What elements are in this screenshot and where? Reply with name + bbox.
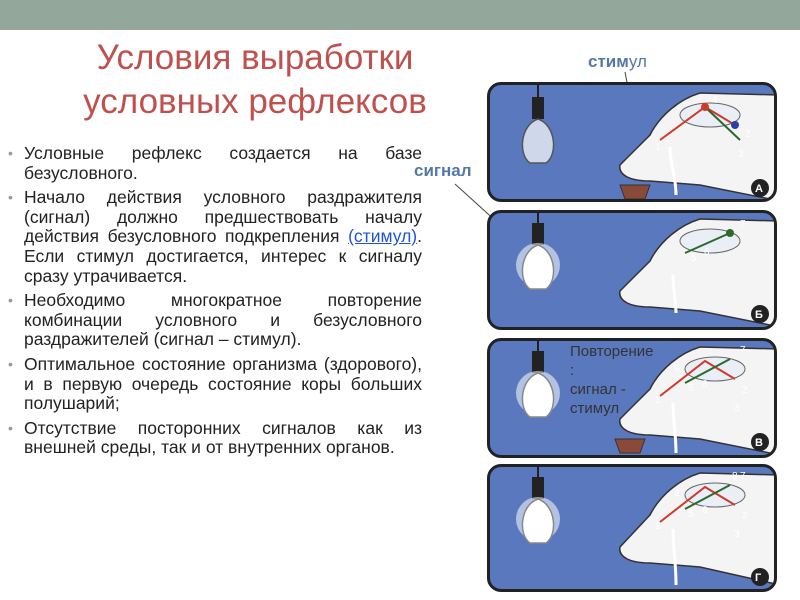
bullet-dot-icon: • [8, 145, 13, 161]
panel-d-illustration [490, 467, 777, 592]
panel-letter: Б [755, 309, 763, 321]
panel-letter: Г [755, 572, 762, 584]
num-label: 2 [745, 129, 751, 140]
num-label: 4 [674, 489, 680, 500]
repeat-line: Повторение [570, 343, 654, 360]
bullet-item [8, 188, 422, 286]
food-bowl-icon [615, 439, 645, 453]
bullet-text-after-link: . Если стимул достигается, интерес к сигналу сразу утрачивается. [24, 226, 422, 286]
panel-letter: А [755, 183, 763, 195]
stimulus-link[interactable]: (стимул) [348, 226, 418, 247]
bullet-item [8, 355, 422, 414]
num-label: 3 [738, 149, 744, 160]
food-bowl-icon [620, 185, 650, 199]
repetition-note [570, 342, 654, 418]
bullet-text: Отсутствие посторонних сигналов как из внешней среды, так и от внутренних органов. [24, 417, 422, 458]
top-bar [0, 0, 800, 30]
panel-b-illustration [490, 213, 777, 330]
num-label: 1 [655, 521, 661, 532]
num-label: 6 [702, 379, 708, 390]
diagram-panel-b [487, 210, 777, 330]
title-line-1: Условия выработки [96, 38, 414, 77]
slide-title [40, 36, 470, 124]
bullet-list [8, 144, 422, 463]
num-label: 4 [712, 95, 718, 106]
num-label: 6 [702, 505, 708, 516]
lamp-socket-icon [532, 351, 544, 373]
lamp-socket-icon [532, 477, 544, 499]
num-label: 7 [740, 471, 746, 482]
bullet-text: Необходимо многократное повторение комбинации условного и безусловного раздражителей (сигнал – стимул). [24, 290, 422, 350]
bullet-text-before-link: Начало действия условного раздражителя (сигнал) должно предшествовать началу действия безусловного подкрепления [24, 187, 422, 247]
stimulus-label-bold: стим [588, 52, 629, 71]
num-label: 5 [688, 509, 694, 520]
num-label: 2 [742, 385, 748, 396]
bullet-dot-icon: • [8, 292, 13, 309]
repeat-line: стимул [570, 400, 620, 417]
title-line-2: условных рефлексов [83, 82, 427, 121]
bullet-item [8, 291, 422, 350]
num-label: 1 [655, 395, 661, 406]
bullet-item [8, 144, 422, 183]
diagram-panel-a [487, 82, 777, 202]
num-label: 5 [691, 253, 697, 264]
num-label: 4 [674, 363, 680, 374]
num-label: 7 [740, 219, 746, 230]
bullet-dot-icon: • [8, 419, 13, 436]
num-label: 2 [742, 511, 748, 522]
bullet-text: Оптимальное состояние организма (здорового), и в первую очередь состояние коры больших полушарий; [24, 353, 422, 414]
bullet-dot-icon: • [8, 355, 13, 372]
panel-a-illustration [490, 85, 777, 202]
bullet-text: Условные рефлекс создается на базе безусловного. [24, 143, 422, 183]
num-label: 3 [734, 529, 740, 540]
light-bulb-icon [522, 119, 553, 163]
stimulus-label [588, 52, 647, 72]
num-label: 7 [740, 345, 746, 356]
num-label: 5 [688, 383, 694, 394]
lamp-socket-icon [532, 97, 544, 119]
diagram-panel-d [487, 464, 777, 592]
num-label: 8 [732, 471, 738, 482]
panel-letter: В [755, 437, 763, 449]
num-label: 3 [734, 403, 740, 414]
repeat-line: сигнал - [570, 381, 626, 398]
num-label: 6 [704, 247, 710, 258]
bullet-item [8, 419, 422, 458]
signal-label: сигнал [414, 161, 472, 180]
lamp-socket-icon [532, 223, 544, 245]
num-label: 1 [655, 142, 661, 153]
stimulus-label-rest: ул [628, 52, 647, 71]
bullet-dot-icon: • [8, 189, 13, 206]
repeat-line: : [570, 362, 575, 379]
